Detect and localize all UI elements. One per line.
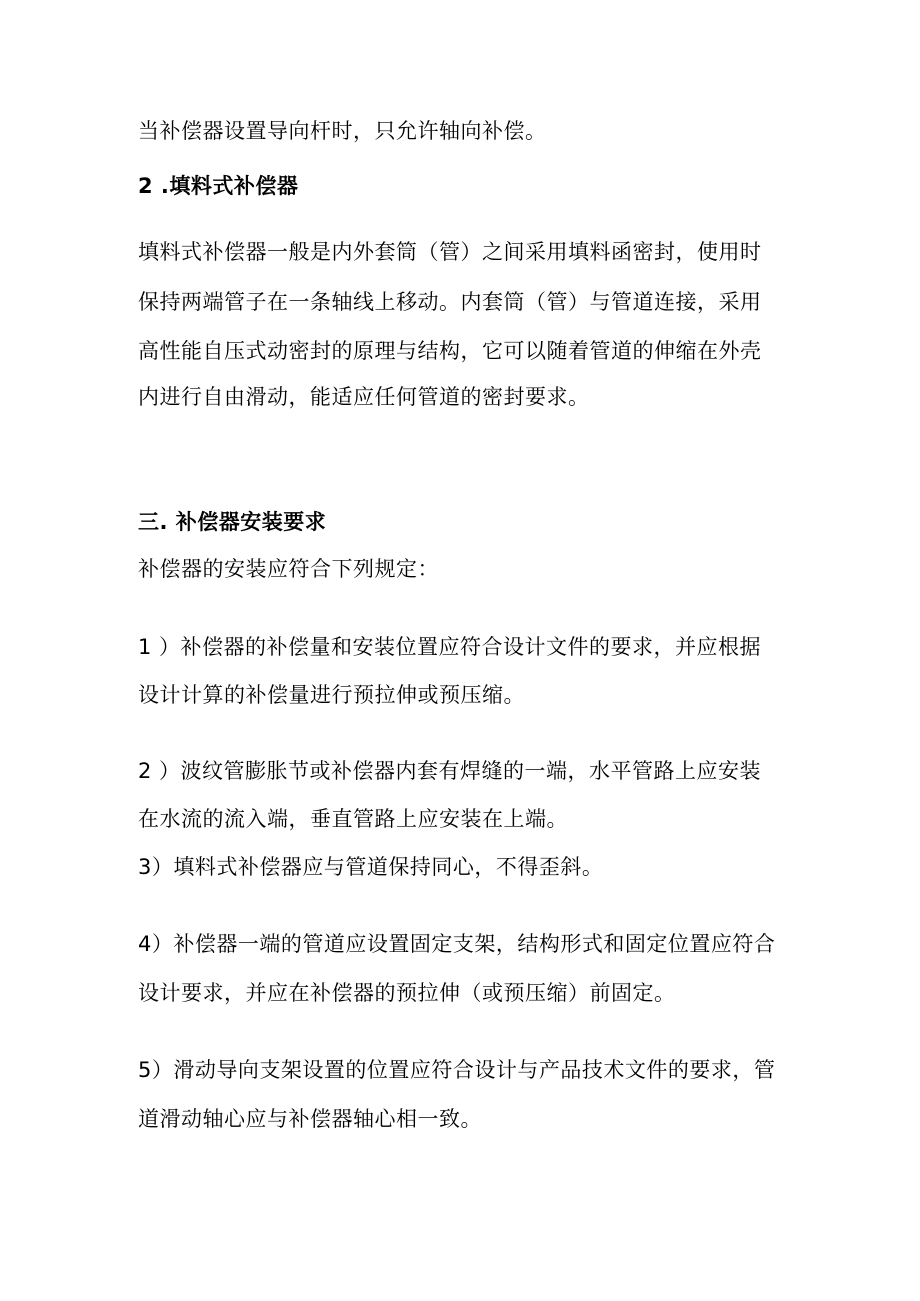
item-5-line-1: 5）滑动导向支架设置的位置应符合设计与产品技术文件的要求，管 — [138, 1058, 776, 1082]
paragraph-packing-line-4: 内进行自由滑动，能适应任何管道的密封要求。 — [138, 385, 590, 409]
paragraph-packing-line-3: 高性能自压式动密封的原理与结构，它可以随着管道的伸缩在外壳 — [138, 339, 762, 363]
heading-installation-requirements: 三. 补偿器安装要求 — [138, 510, 327, 534]
item-1-line-1: 1 ）补偿器的补偿量和安装位置应符合设计文件的要求，并应根据 — [138, 635, 762, 659]
item-5-line-2: 道滑动轴心应与补偿器轴心相一致。 — [138, 1107, 482, 1131]
paragraph-packing-line-1: 填料式补偿器一般是内外套筒（管）之间采用填料函密封，使用时 — [138, 240, 762, 264]
item-3-line-1: 3）填料式补偿器应与管道保持同心，不得歪斜。 — [138, 855, 604, 879]
item-2-line-1: 2 ）波纹管膨胀节或补偿器内套有焊缝的一端，水平管路上应安装 — [138, 759, 762, 783]
paragraph-installation-intro: 补偿器的安装应符合下列规定： — [138, 557, 439, 581]
paragraph-intro-line: 当补偿器设置导向杆时，只允许轴向补偿。 — [138, 119, 547, 143]
item-4-line-1: 4）补偿器一端的管道应设置固定支架，结构形式和固定位置应符合 — [138, 932, 776, 956]
paragraph-packing-line-2: 保持两端管子在一条轴线上移动。内套筒（管）与管道连接，采用 — [138, 290, 762, 314]
item-1-line-2: 设计计算的补偿量进行预拉伸或预压缩。 — [138, 683, 525, 707]
heading-packing-compensator: 2 .填料式补偿器 — [138, 174, 299, 198]
item-4-line-2: 设计要求，并应在补偿器的预拉伸（或预压缩）前固定。 — [138, 981, 676, 1005]
item-2-line-2: 在水流的流入端，垂直管路上应安装在上端。 — [138, 807, 568, 831]
